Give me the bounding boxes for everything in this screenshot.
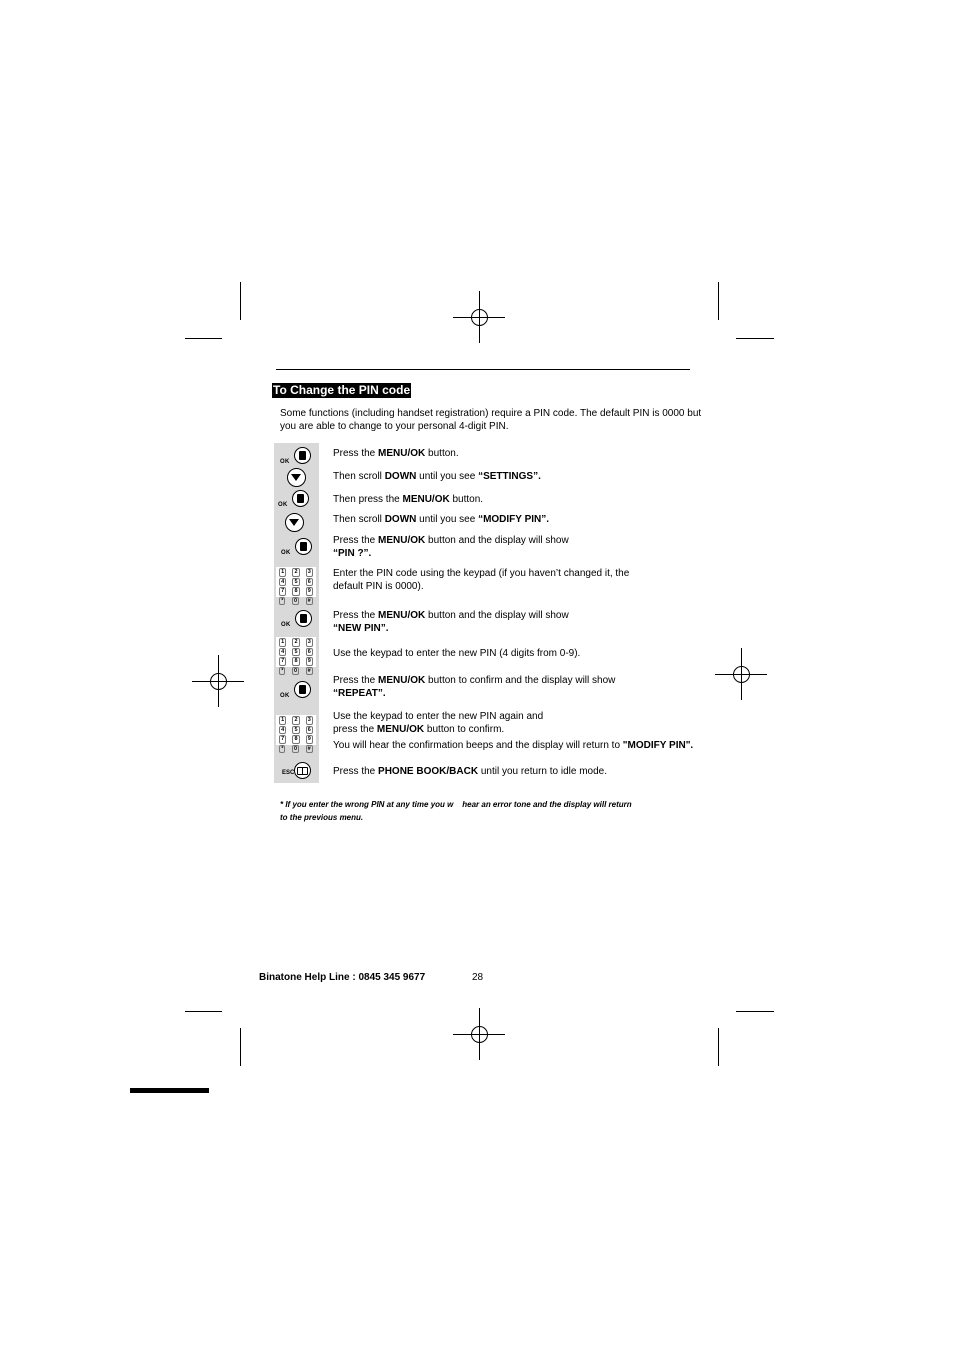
keypad-key: 1	[281, 569, 285, 575]
footnote-line-2: to the previous menu.	[280, 813, 364, 822]
keypad-key: 6	[307, 578, 311, 585]
page-number: 28	[472, 972, 484, 983]
keypad-key: 8	[294, 658, 298, 664]
bottom-bar	[130, 1088, 209, 1093]
step-9-text: Press the MENU/OK button to confirm and the display will show “REPEAT”.	[333, 675, 616, 699]
crop-mark	[185, 1011, 222, 1012]
registration-mark-left	[192, 655, 244, 707]
keypad-key: 1	[281, 717, 285, 723]
step-5-text: Press the MENU/OK button and the display will show “PIN ?”.	[333, 535, 569, 559]
keypad-key: 5	[294, 726, 298, 733]
step-11-text: You will hear the confirmation beeps and the display will return to "MODIFY PIN".	[333, 740, 694, 751]
phone-book-back-icon: ESC	[282, 762, 312, 782]
scroll-down-icon	[285, 513, 304, 532]
menu-ok-icon: OK	[281, 538, 311, 562]
section-title: To Change the PIN code	[273, 383, 411, 397]
keypad-key: 6	[307, 648, 311, 655]
keypad-key: 7	[281, 736, 285, 742]
step-7-text: Press the MENU/OK button and the display will show “NEW PIN”.	[333, 610, 569, 634]
intro-paragraph: Some functions (including handset registration) require a PIN code. The default PIN is 0000 but you are able to change to your personal 4-digit PIN.	[280, 408, 702, 432]
menu-ok-icon: OK	[278, 490, 308, 514]
keypad-key: 7	[281, 658, 285, 664]
keypad-key: #	[307, 667, 311, 674]
keypad-key: #	[307, 745, 311, 752]
keypad-key: 9	[307, 736, 311, 742]
keypad-key: 2	[294, 569, 298, 575]
crop-mark	[240, 282, 241, 320]
step-8-text: Use the keypad to enter the new PIN (4 digits from 0-9).	[333, 648, 581, 659]
help-line: Binatone Help Line : 0845 345 9677	[259, 972, 426, 983]
keypad-key: 2	[294, 639, 298, 645]
keypad-key: 7	[281, 588, 285, 594]
keypad-icon	[276, 637, 316, 674]
crop-mark	[240, 1028, 241, 1066]
crop-mark	[736, 338, 774, 339]
step-4-text: Then scroll DOWN until you see “MODIFY PIN”.	[333, 514, 550, 525]
keypad-key: 0	[294, 667, 298, 674]
keypad-key: 1	[281, 639, 285, 645]
scroll-down-icon	[287, 468, 306, 487]
keypad-key: 0	[294, 597, 298, 604]
crop-mark	[736, 1011, 774, 1012]
keypad-icon	[276, 567, 316, 604]
keypad-key: 3	[307, 639, 311, 645]
crop-mark	[718, 1028, 719, 1066]
step-10-text: Use the keypad to enter the new PIN again and press the MENU/OK button to confirm.	[333, 711, 544, 735]
step-12-text: Press the PHONE BOOK/BACK until you return to idle mode.	[333, 766, 608, 777]
keypad-key: 4	[281, 578, 285, 585]
registration-mark-top	[453, 291, 505, 343]
step-2-text: Then scroll DOWN until you see “SETTINGS”.	[333, 471, 541, 482]
keypad-key: *	[281, 667, 284, 674]
keypad-key: 4	[281, 648, 285, 655]
step-3-text: Then press the MENU/OK button.	[333, 494, 484, 505]
keypad-key: 5	[294, 648, 298, 655]
keypad-key: 4	[281, 726, 285, 733]
keypad-key: 0	[294, 745, 298, 752]
keypad-key: *	[281, 597, 284, 604]
menu-ok-icon: OK	[281, 610, 311, 634]
keypad-key: 5	[294, 578, 298, 585]
keypad-icon	[276, 715, 316, 752]
keypad-key: 8	[294, 588, 298, 594]
crop-mark	[718, 282, 719, 320]
keypad-key: 3	[307, 569, 311, 575]
keypad-key: 2	[294, 717, 298, 723]
step-6-text: Enter the PIN code using the keypad (if you haven’t changed it, the default PIN is 0000).	[333, 568, 630, 592]
crop-mark	[185, 338, 222, 339]
keypad-key: #	[307, 597, 311, 604]
keypad-key: *	[281, 745, 284, 752]
menu-ok-icon: OK	[280, 681, 310, 705]
keypad-key: 9	[307, 658, 311, 664]
footnote	[280, 798, 632, 824]
menu-ok-icon: OK	[280, 447, 310, 471]
keypad-key: 8	[294, 736, 298, 742]
step-1-text: Press the MENU/OK button.	[333, 448, 459, 459]
keypad-key: 9	[307, 588, 311, 594]
header-rule	[276, 369, 690, 370]
registration-mark-right	[715, 648, 767, 700]
registration-mark-bottom	[453, 1008, 505, 1060]
keypad-key: 6	[307, 726, 311, 733]
keypad-key: 3	[307, 717, 311, 723]
footnote-line-1: * If you enter the wrong PIN at any time you w hear an error tone and the display will return	[280, 800, 632, 809]
